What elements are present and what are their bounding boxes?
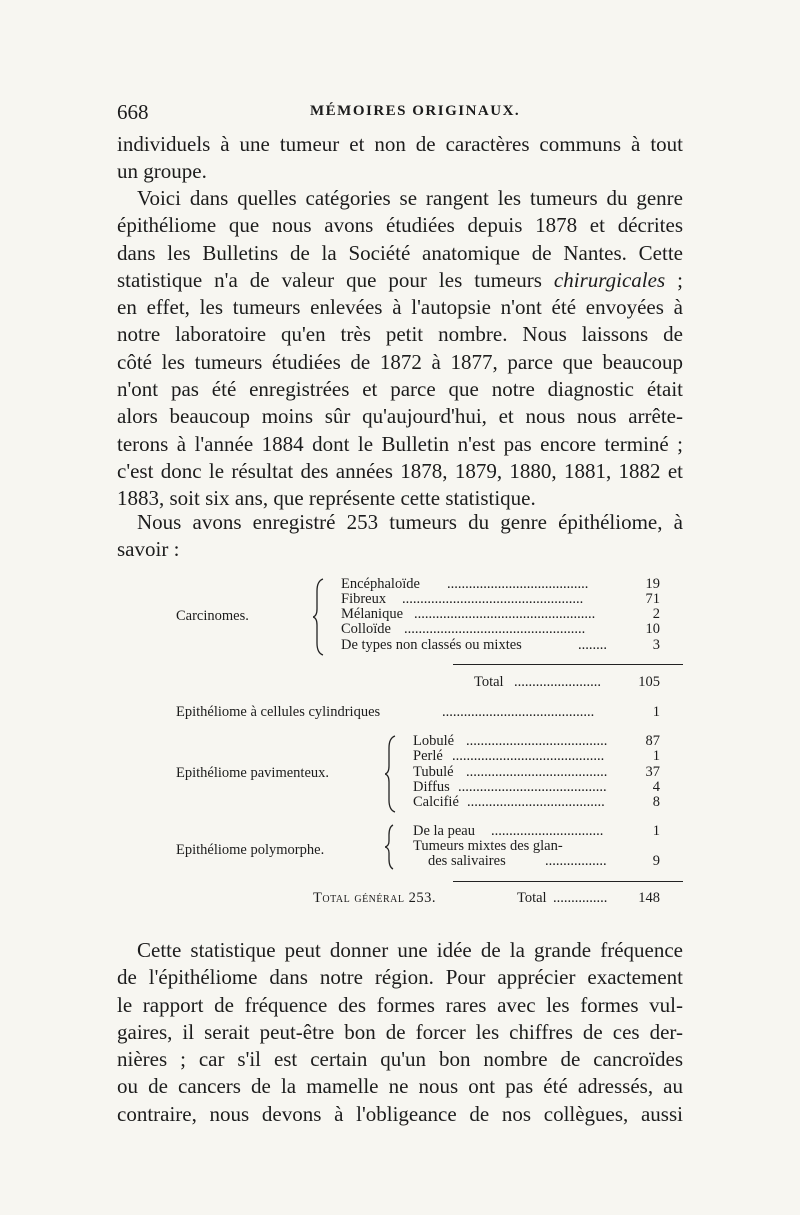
table-row-label: Perlé xyxy=(413,748,443,764)
text-line: un groupe. xyxy=(117,159,207,184)
table-row-label: Encéphaloïde xyxy=(341,576,420,592)
page-number: 668 xyxy=(117,100,149,124)
table-row-label: Diffus xyxy=(413,779,450,795)
table-row-label: Lobulé xyxy=(413,733,455,749)
text-line: gaires, il serait peut-être bon de forcer les chiffres de ces der- xyxy=(117,1019,683,1044)
text-line: Voici dans quelles catégories se rangent les tumeurs du genre xyxy=(137,186,683,210)
table-row-value: 2 xyxy=(652,606,660,622)
table-row-label: Tumeurs mixtes des glan- xyxy=(413,838,563,854)
text-line: Cette statistique peut donner une idée de la grande fréquence xyxy=(137,938,683,962)
group-label-polymorphe: Epithéliome polymorphe. xyxy=(176,842,325,858)
total-value: 105 xyxy=(638,674,660,690)
table-row-label: Tubulé xyxy=(413,764,454,780)
text-line: nières ; car s'il est certain qu'un bon nombre de cancroïdes xyxy=(117,1047,683,1072)
text-line: en effet, les tumeurs enlevées à l'autopsie n'ont été envoyées à xyxy=(117,295,683,320)
text-line: savoir : xyxy=(117,537,180,562)
text-line: de l'épithéliome dans notre région. Pour apprécier exactement xyxy=(117,965,683,990)
leader-dots: .......................................... xyxy=(442,705,595,719)
table-row-label: Fibreux xyxy=(341,591,387,607)
grand-total-label: Total général 253. xyxy=(313,890,437,906)
group-label-pavimenteux: Epithéliome pavimenteux. xyxy=(176,765,330,781)
table-row-label: Colloïde xyxy=(341,621,391,637)
total-rule xyxy=(453,664,683,665)
leader-dots: ............... xyxy=(553,891,608,905)
text-line: alors beaucoup moins sûr qu'aujourd'hui, et nous nous arrête- xyxy=(117,404,683,429)
total-label: Total xyxy=(474,674,504,690)
paragraph-4 xyxy=(117,937,683,1128)
text-line: le rapport de fréquence des formes rares avec les formes vul- xyxy=(117,992,683,1017)
text-line: 1883, soit six ans, que représente cette statistique. xyxy=(117,486,536,511)
total-label: Total xyxy=(517,890,547,906)
leader-dots: ................. xyxy=(545,854,607,868)
table-row-value: 9 xyxy=(652,853,660,869)
text-line: individuels à une tumeur et non de caractères communs à tout xyxy=(117,132,683,156)
text-line: contraire, nous devons à l'obligeance de nos collègues, aussi xyxy=(117,1101,683,1126)
leader-dots: ....................................... xyxy=(447,577,589,591)
brace-icon xyxy=(313,577,327,657)
table-row-label: des salivaires xyxy=(428,853,506,869)
total-rule xyxy=(453,881,683,882)
text-line: notre laboratoire qu'en très petit nombre. Nous laissons de xyxy=(117,322,683,347)
table-row-value: 87 xyxy=(645,733,660,749)
table-row-label: Epithéliome à cellules cylindriques xyxy=(176,704,381,720)
table-row-value: 4 xyxy=(652,779,660,795)
text-line: ou de cancers de la mamelle ne nous ont pas été adressés, au xyxy=(117,1074,683,1099)
leader-dots: ......................................... xyxy=(458,780,607,794)
text-fragment: statistique n'a de valeur que pour les tumeurs xyxy=(117,267,554,292)
table-row-label: De types non classés ou mixtes xyxy=(341,637,522,653)
leader-dots: ...................................... xyxy=(467,795,605,809)
leader-dots: .................................................. xyxy=(402,592,584,606)
total-value: 148 xyxy=(638,890,660,906)
leader-dots: ....................................... xyxy=(466,734,608,748)
text-line: Nous avons enregistré 253 tumeurs du genre épithéliome, à xyxy=(137,510,683,534)
text-line: terons à l'année 1884 dont le Bulletin n'est pas encore terminé ; xyxy=(117,431,683,456)
text-line: épithéliome que nous avons étudiées depuis 1878 et décrites xyxy=(117,213,683,238)
text-fragment: ; xyxy=(665,267,683,292)
leader-dots: ............................... xyxy=(491,824,604,838)
table-row-label: Mélanique xyxy=(341,606,404,622)
text-line: côté les tumeurs étudiées de 1872 à 1877, parce que beaucoup xyxy=(117,349,683,374)
table-row-label: Calcifié xyxy=(413,794,459,810)
text-line: dans les Bulletins de la Société anatomique de Nantes. Cette xyxy=(117,240,683,265)
leader-dots: .......................................... xyxy=(452,749,605,763)
leader-dots: .................................................. xyxy=(404,622,586,636)
leader-dots: ....................................... xyxy=(466,765,608,779)
table-row-value: 3 xyxy=(652,637,660,653)
text-line: n'ont pas été enregistrées et parce que notre diagnostic était xyxy=(117,377,683,402)
table-row-value: 10 xyxy=(645,621,660,637)
text-line: c'est donc le résultat des années 1878, 1879, 1880, 1881, 1882 et xyxy=(117,458,683,483)
table-row-value: 1 xyxy=(652,704,660,720)
running-title: MÉMOIRES ORIGINAUX. xyxy=(310,103,521,119)
table-row-value: 19 xyxy=(645,576,660,592)
group-label-carcinomes: Carcinomes. xyxy=(176,608,249,624)
table-row-value: 37 xyxy=(645,764,660,780)
leader-dots: ........ xyxy=(578,638,607,652)
table-row-value: 1 xyxy=(652,748,660,764)
table-row-value: 1 xyxy=(652,823,660,839)
brace-icon xyxy=(385,823,399,871)
table-row-value: 8 xyxy=(652,794,660,810)
italic-word: chirurgicales xyxy=(553,267,666,292)
leader-dots: .................................................. xyxy=(414,607,596,621)
brace-icon xyxy=(385,734,399,814)
table-row-value: 71 xyxy=(645,591,660,607)
table-row-label: De la peau xyxy=(413,823,475,839)
leader-dots: ........................ xyxy=(514,675,601,689)
